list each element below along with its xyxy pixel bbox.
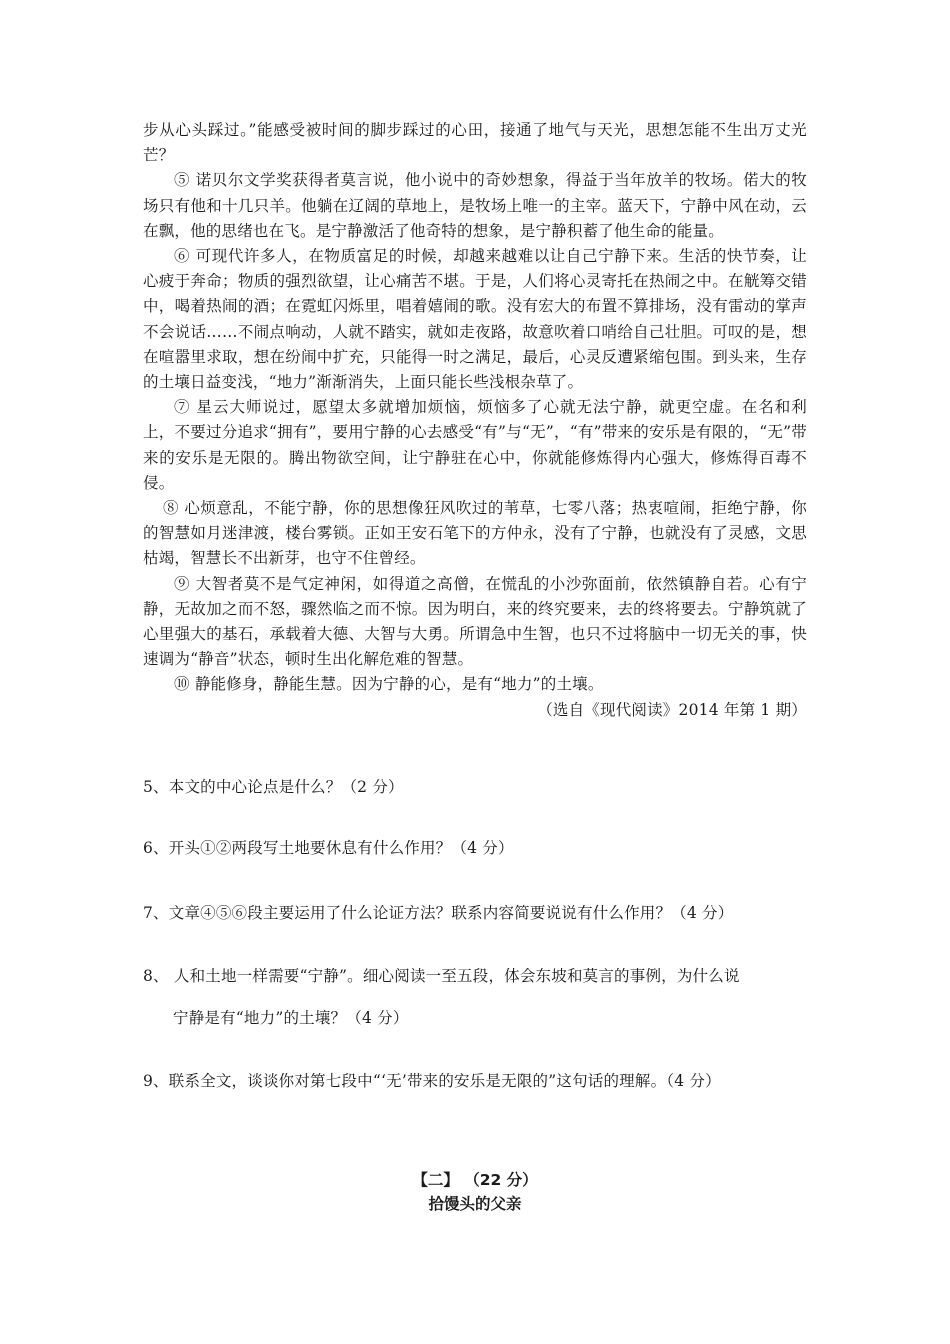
passage-paragraph-7: ⑦ 星云大师说过，愿望太多就增加烦恼，烦恼多了心就无法宁静，就更空虚。在名和利上，不要过分追求“拥有”，要用宁静的心去感受“有”与“无”，“有”带来的安乐是有限的，“无”带来的安乐是无限的。腾出物欲空间，让宁静驻在心中，你就能修炼得内心强大，修炼得百毒不侵。 (143, 398, 807, 492)
passage-source: （选自《现代阅读》2014 年第 1 期） (537, 700, 807, 719)
section-heading: 【二】 （22 分） (412, 1171, 538, 1189)
reading-passage (143, 118, 807, 723)
question-6: 6、开头①②两段写土地要休息有什么作用？（4 分） (143, 839, 514, 857)
question-9: 9、联系全文，谈谈你对第七段中“‘无’带来的安乐是无限的”这句话的理解。（4 分） (143, 1072, 721, 1090)
question-5: 5、本文的中心论点是什么？（2 分） (143, 778, 404, 796)
passage-paragraph-6: ⑥ 可现代许多人，在物质富足的时候，却越来越难以让自己宁静下来。生活的快节奏，让心疲于奔命；物质的强烈欲望，让心痛苦不堪。于是，人们将心灵寄托在热闹之中。在觥筹交错中，喝着热闹的酒；在霓虹闪烁里，唱着嬉闹的歌。没有宏大的布置不算排场，没有雷动的掌声不会说话……不闹点响动，人就不踏实，就如走夜路，故意吹着口哨给自己壮胆。可叹的是，想在喧嚣里求取，想在纷闹中扩充，只能得一时之满足，最后，心灵反遭紧缩包围。到头来，生存的土壤日益变浅，“地力”渐渐消失，上面只能长些浅根杂草了。 (143, 247, 807, 392)
section-title: 拾馒头的父亲 (428, 1195, 522, 1213)
passage-paragraph-10: ⑩ 静能修身，静能生慧。因为宁静的心，是有“地力”的土壤。 (174, 675, 604, 694)
question-8-continued: 宁静是有“地力”的土壤？（4 分） (173, 1009, 409, 1027)
question-8: 8、 人和土地一样需要“宁静”。细心阅读一至五段，体会东坡和莫言的事例，为什么说 (143, 967, 740, 985)
passage-paragraph-8: ⑧ 心烦意乱，不能宁静，你的思想像狂风吹过的苇草，七零八落；热衷喧闹，拒绝宁静，你的智慧如月迷津渡，楼台雾锁。正如王安石笔下的方仲永，没有了宁静，也就没有了灵感，文思枯竭，智慧长不出新芽，也守不住曾经。 (143, 499, 807, 568)
passage-paragraph-9: ⑨ 大智者莫不是气定神闲，如得道之高僧，在慌乱的小沙弥面前，依然镇静自若。心有宁静，无故加之而不怒，骤然临之而不惊。因为明白，来的终究要来，去的终将要去。宁静筑就了心里强大的基石，承载着大德、大智与大勇。所谓急中生智，也只不过将脑中一切无关的事，快速调为“静音”状态，顿时生出化解危难的智慧。 (143, 574, 807, 669)
passage-paragraph-5: ⑤ 诺贝尔文学奖获得者莫言说，他小说中的奇妙想象，得益于当年放羊的牧场。偌大的牧场只有他和十几只羊。他躺在辽阔的草地上，是牧场上唯一的主宰。蓝天下，宁静中风在动，云在飘，他的思绪也在飞。是宁静激活了他奇特的想象，是宁静积蓄了他生命的能量。 (143, 171, 807, 240)
passage-paragraph-continued: 步从心头踩过。”能感受被时间的脚步踩过的心田，接通了地气与天光，思想怎能不生出万丈光芒？ (143, 121, 807, 165)
question-7: 7、文章④⑤⑥段主要运用了什么论证方法？联系内容简要说说有什么作用？（4 分） (143, 904, 734, 922)
